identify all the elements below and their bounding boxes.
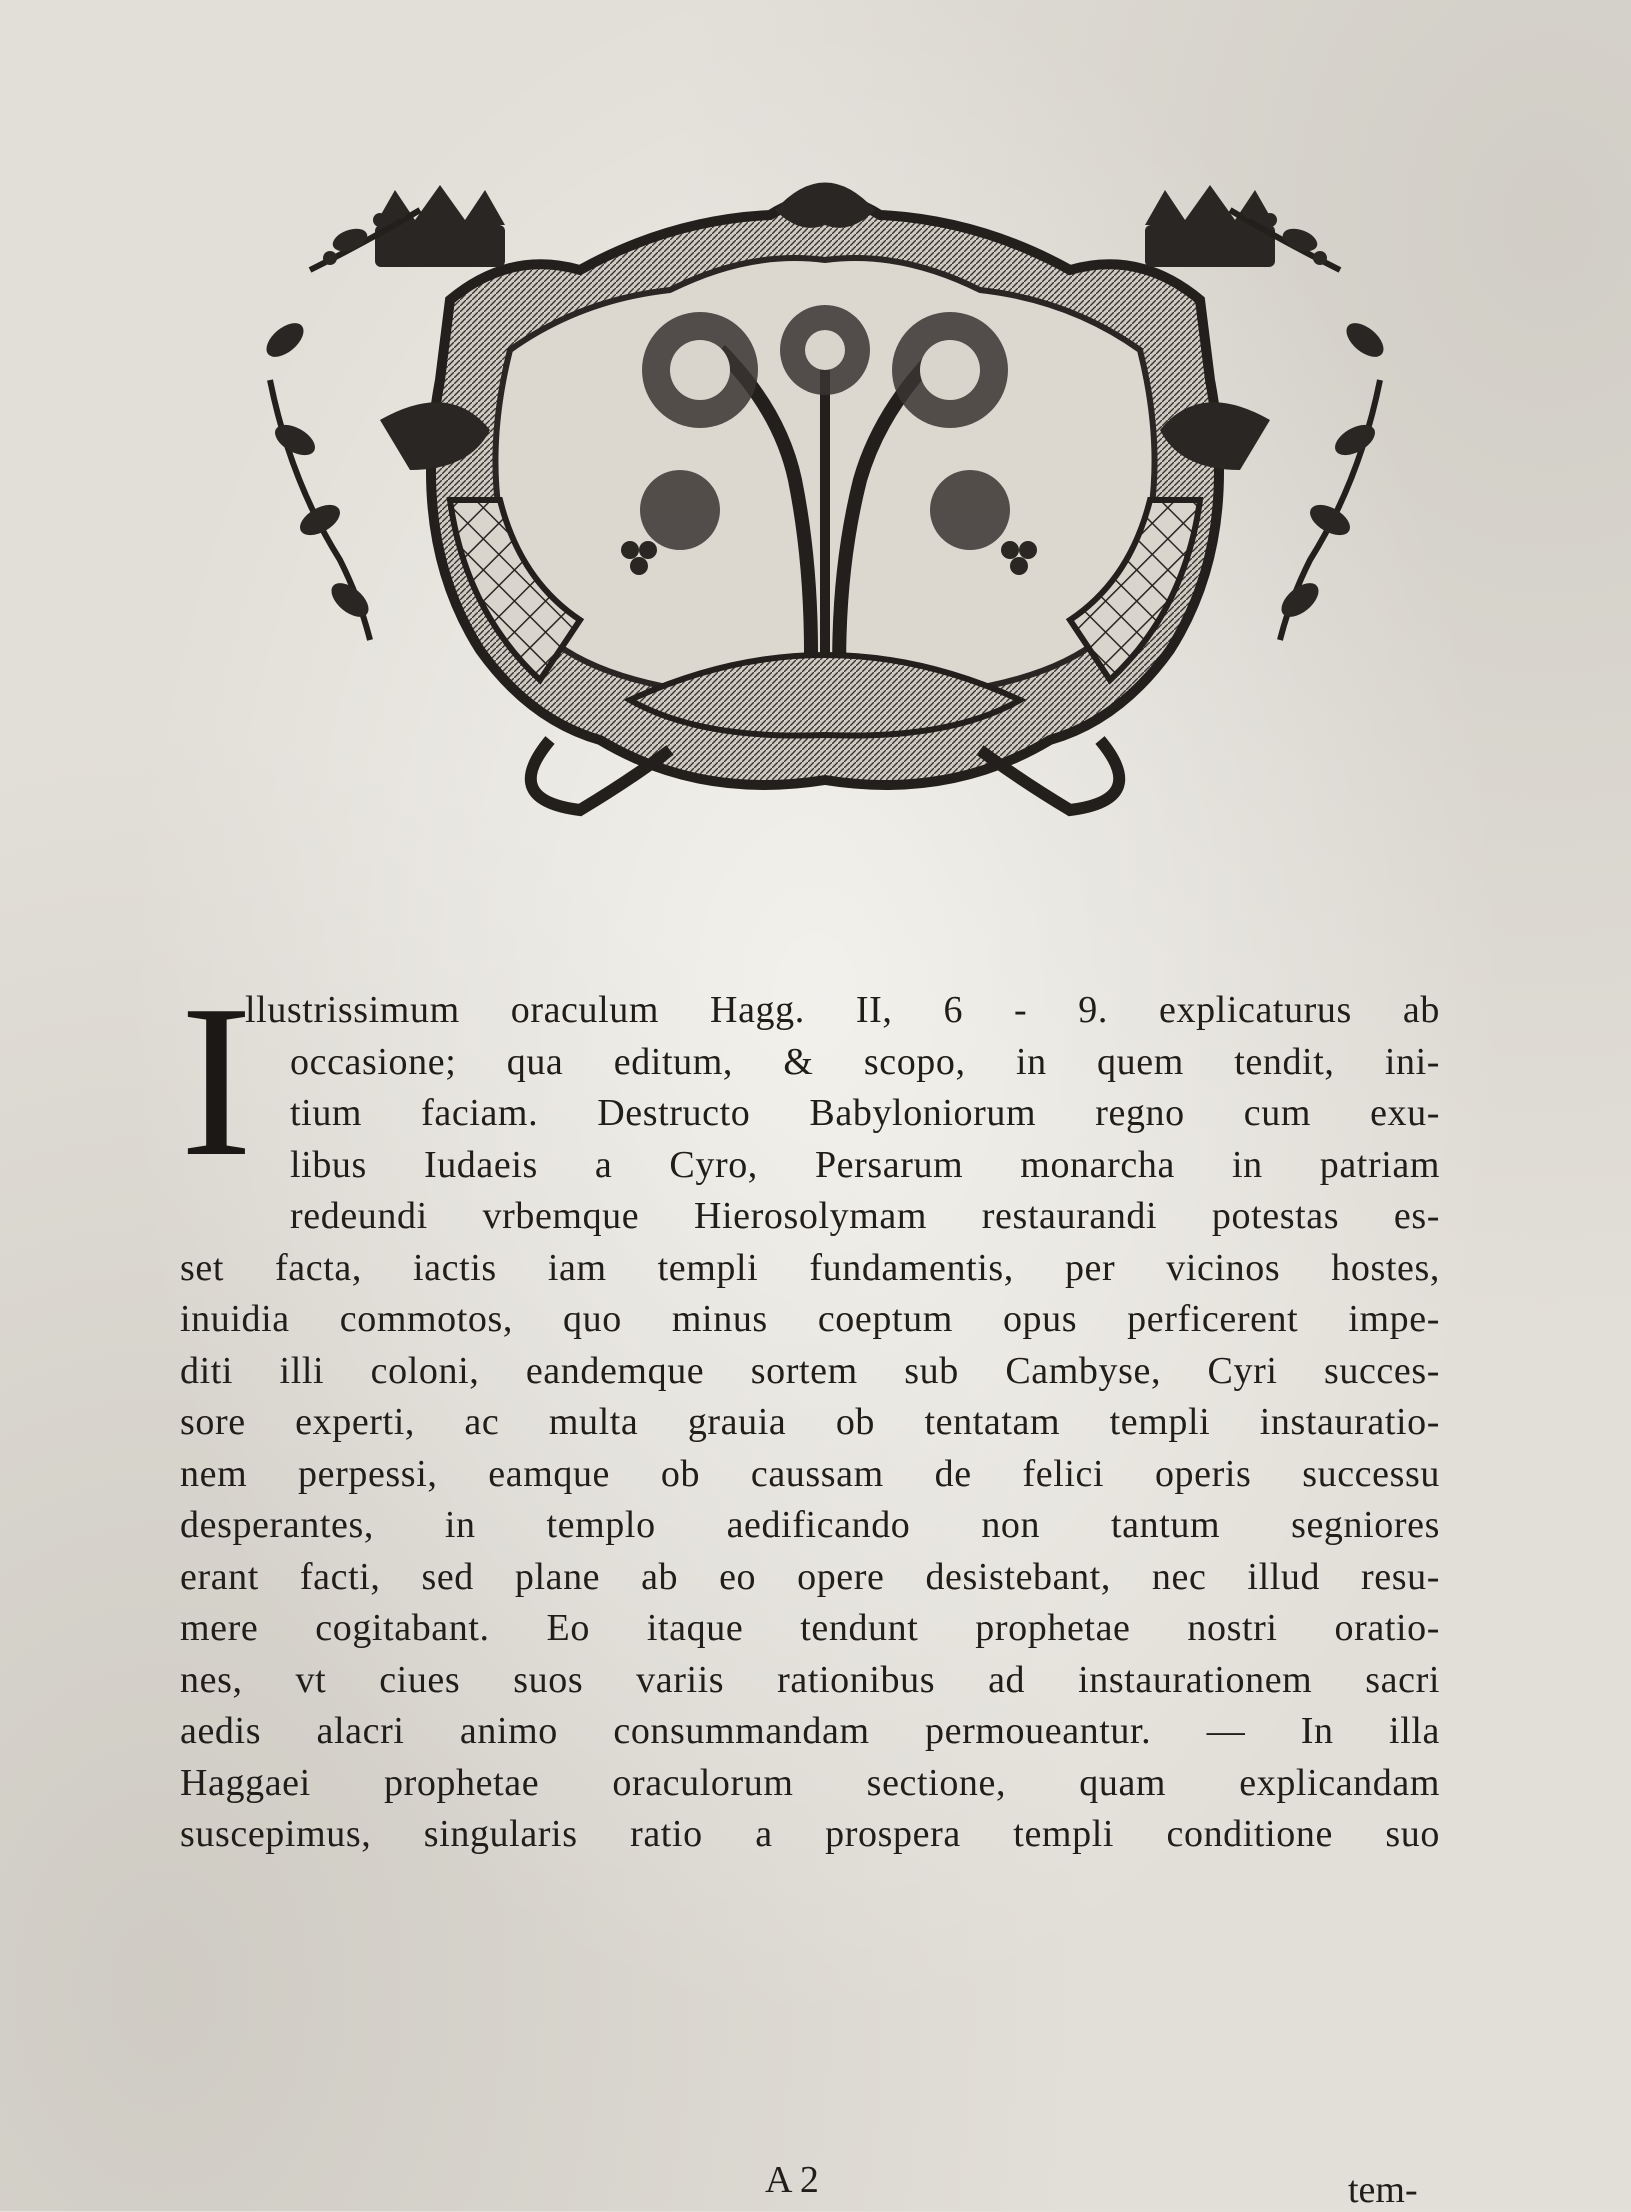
catchword: tem- <box>1348 2169 1418 2211</box>
text-line: nem perpessi, eamque ob caussam de felici operis successu <box>180 1452 1440 1495</box>
text-line: erant facti, sed plane ab eo opere desistebant, nec illud resu- <box>180 1555 1440 1598</box>
text-line: llustrissimum oraculum Hagg. II, 6 - 9. explicaturus ab <box>245 989 1440 1031</box>
text-line: aedis alacri animo consummandam permoueantur. — In illa <box>180 1710 1440 1752</box>
text-line: nes, vt ciues suos variis rationibus ad instaurationem sacri <box>180 1658 1440 1701</box>
body-text <box>180 961 1440 1861</box>
text-line: tium faciam. Destructo Babyloniorum regno cum exu- <box>290 1092 1440 1134</box>
drop-cap: I <box>180 961 253 1202</box>
text-line: sore experti, ac multa grauia ob tentatam templi instauratio- <box>180 1401 1440 1443</box>
signature-mark: A 2 <box>765 2159 819 2201</box>
text-line: libus Iudaeis a Cyro, Persarum monarcha in patriam <box>290 1143 1440 1186</box>
woodcut-ornament-icon <box>250 180 1400 820</box>
text-line: occasione; qua editum, & scopo, in quem tendit, ini- <box>290 1040 1440 1083</box>
text-line: diti illi coloni, eandemque sortem sub Cambyse, Cyri succes- <box>180 1349 1440 1392</box>
text-line: suscepimus, singularis ratio a prospera templi conditione suo <box>180 1813 1440 1855</box>
text-line: Haggaei prophetae oraculorum sectione, quam explicandam <box>180 1761 1440 1804</box>
text-line: redeundi vrbemque Hierosolymam restaurandi potestas es- <box>290 1195 1440 1237</box>
page-footer <box>0 2158 1631 2211</box>
text-line: set facta, iactis iam templi fundamentis, per vicinos hostes, <box>180 1246 1440 1289</box>
text-line: inuidia commotos, quo minus coeptum opus perficerent impe- <box>180 1298 1440 1340</box>
text-line: mere cogitabant. Eo itaque tendunt prophetae nostri oratio- <box>180 1607 1440 1649</box>
text-line: desperantes, in templo aedificando non tantum segniores <box>180 1504 1440 1546</box>
